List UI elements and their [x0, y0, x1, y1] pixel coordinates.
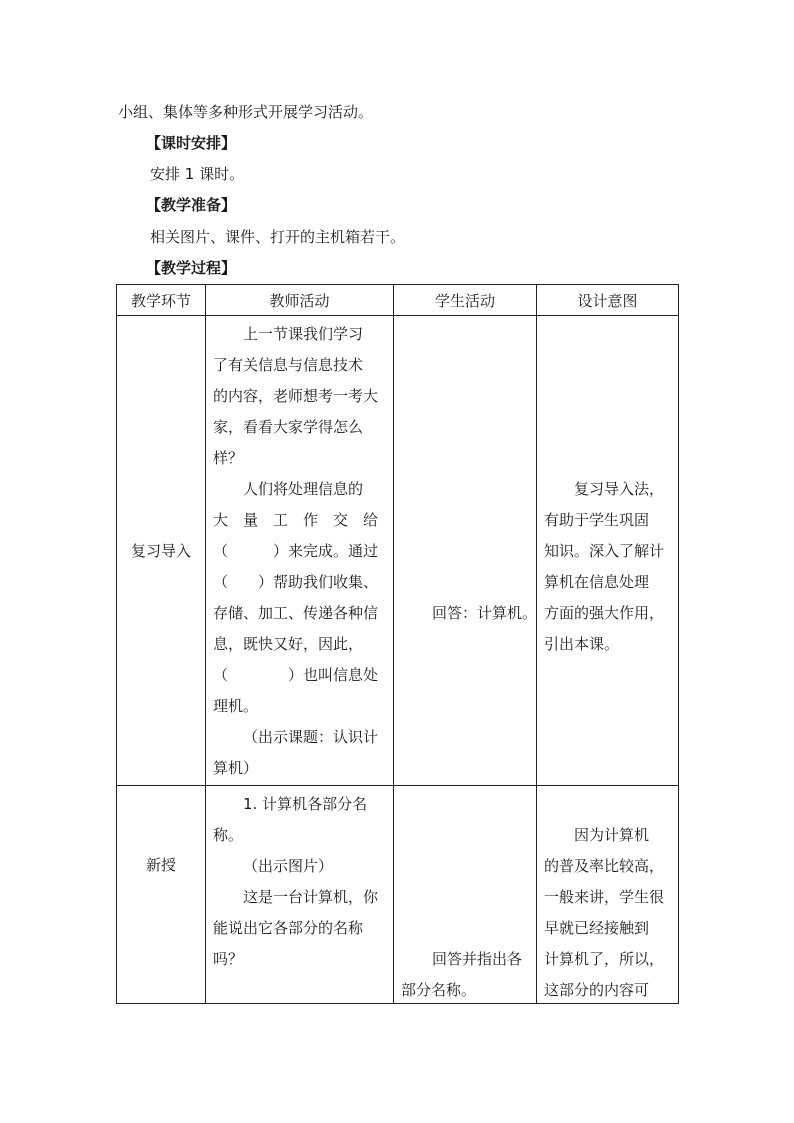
- stage-label: 新授: [145, 856, 176, 874]
- intent-line: 方面的强大作用，: [544, 604, 665, 622]
- design-intent-cell: [537, 786, 679, 1004]
- intent-line: 这部分的内容可: [544, 981, 650, 999]
- teacher-line: 能说出它各部分的名称: [213, 919, 364, 937]
- teacher-line: 1. 计算机各部分名: [243, 795, 368, 813]
- intent-line: 早就已经接触到: [544, 919, 650, 937]
- teacher-line: 这是一台计算机，你: [243, 888, 379, 906]
- heading-preparation: 【教学准备】: [146, 196, 237, 214]
- student-activity-cell: [394, 786, 537, 1004]
- intent-line: 因为计算机: [574, 826, 650, 844]
- teacher-line: （ ）也叫信息处: [213, 666, 379, 684]
- student-line: 部分名称。: [401, 981, 477, 999]
- teacher-line: 样？: [213, 449, 244, 467]
- heading-process: 【教学过程】: [146, 259, 237, 277]
- intro-line: 小组、集体等多种形式开展学习活动。: [118, 103, 374, 121]
- table-row: [117, 316, 679, 786]
- teacher-line: 的内容，老师想考一考大: [213, 387, 379, 405]
- teacher-line: 人们将处理信息的: [243, 480, 364, 498]
- intent-line: 一般来讲，学生很: [544, 888, 665, 906]
- intent-line: 有助于学生巩固: [544, 511, 650, 529]
- design-intent-cell: [537, 316, 679, 786]
- preparation-text: 相关图片、课件、打开的主机箱若干。: [150, 228, 406, 246]
- teacher-line: 理机。: [213, 697, 259, 715]
- teacher-line: 称。: [213, 826, 244, 844]
- teacher-line: 息，既快又好，因此，: [213, 635, 364, 653]
- header-design-intent: 设计意图: [537, 285, 679, 316]
- student-line: 回答并指出各: [432, 950, 523, 968]
- intent-line: 计算机了，所以，: [544, 950, 665, 968]
- intent-line: 算机在信息处理: [544, 573, 650, 591]
- header-stage: 教学环节: [117, 285, 206, 316]
- teacher-line: （出示课题：认识计: [243, 728, 379, 746]
- student-line: 回答：计算机。: [432, 604, 538, 622]
- student-activity-cell: [394, 316, 537, 786]
- stage-label: 复习导入: [130, 542, 191, 560]
- teacher-line: 大 量 工 作 交 给: [213, 511, 379, 529]
- header-student-activity: 学生活动: [394, 285, 537, 316]
- teacher-activity-cell: [206, 786, 394, 1004]
- teacher-line: 了有关信息与信息技术: [213, 356, 364, 374]
- schedule-text: 安排 1 课时。: [150, 165, 245, 183]
- teacher-line: （出示图片）: [243, 857, 334, 875]
- teacher-line: 吗？: [213, 950, 244, 968]
- teacher-line: 家，看看大家学得怎么: [213, 418, 364, 436]
- teacher-activity-cell: [206, 316, 394, 786]
- table-header-row: [117, 285, 679, 316]
- intent-line: 引出本课。: [544, 635, 620, 653]
- teacher-line: 算机）: [213, 759, 259, 777]
- teacher-line: （ ）帮助我们收集、: [213, 573, 379, 591]
- intent-line: 知识。深入了解计: [544, 542, 665, 560]
- teacher-line: 上一节课我们学习: [243, 325, 364, 343]
- table-row: [117, 786, 679, 1004]
- stage-cell: [117, 316, 206, 786]
- heading-schedule: 【课时安排】: [146, 134, 237, 152]
- intent-line: 的普及率比较高，: [544, 857, 665, 875]
- teacher-line: 存储、加工、传递各种信: [213, 604, 379, 622]
- header-teacher-activity: 教师活动: [206, 285, 394, 316]
- teacher-line: （ ）来完成。通过: [213, 542, 379, 560]
- intent-line: 复习导入法，: [574, 480, 665, 498]
- lesson-table: [116, 284, 679, 1004]
- stage-cell: [117, 786, 206, 1004]
